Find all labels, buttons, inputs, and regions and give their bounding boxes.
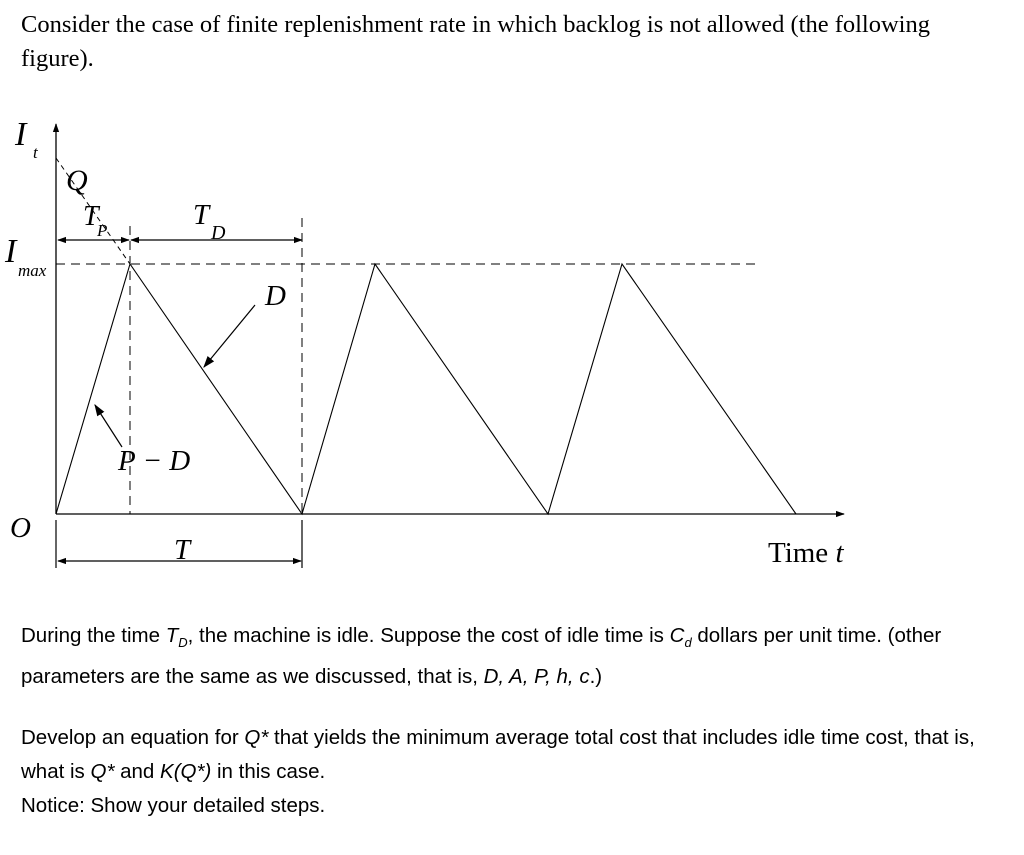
origin-label: O	[10, 512, 31, 544]
svg-text:T: T	[83, 201, 99, 232]
svg-text:max: max	[18, 261, 47, 280]
d-pointer-arrow	[204, 305, 255, 367]
pd-label: P − D	[118, 445, 191, 477]
svg-text:D: D	[211, 222, 226, 244]
svg-text:P: P	[97, 221, 108, 240]
svg-text:I: I	[5, 233, 17, 270]
svg-text:I: I	[15, 116, 27, 153]
intro-text: Consider the case of finite replenishment rate in which backlog is not allowed (the following figure).	[21, 11, 930, 72]
time-axis-label: Time t	[768, 537, 844, 569]
td-label	[193, 199, 226, 244]
inventory-diagram	[0, 100, 1024, 580]
idle-time-paragraph: During the time $T_D$, the machine is idle. Suppose the cost of idle time is $C_d$ dollars per unit time. (other parameters are the same as we discussed, that is, D, A, P, h, c.)	[21, 624, 942, 689]
notice-line: Notice: Show your detailed steps.	[21, 794, 326, 817]
q-label: Q	[66, 164, 88, 197]
y-axis-label	[14, 116, 39, 162]
pd-pointer-arrow	[95, 405, 122, 447]
imax-label	[4, 233, 47, 280]
svg-text:T: T	[193, 199, 210, 231]
task-paragraph: Develop an equation for Q* that yields the minimum average total cost that includes idle time cost, that is, what is Q* and K(Q*) in this case. Notice: Show your detailed steps.	[21, 721, 1006, 823]
tp-label	[83, 201, 107, 240]
t-label: T	[174, 534, 191, 566]
svg-text:t: t	[33, 143, 38, 162]
d-label: D	[265, 280, 286, 312]
